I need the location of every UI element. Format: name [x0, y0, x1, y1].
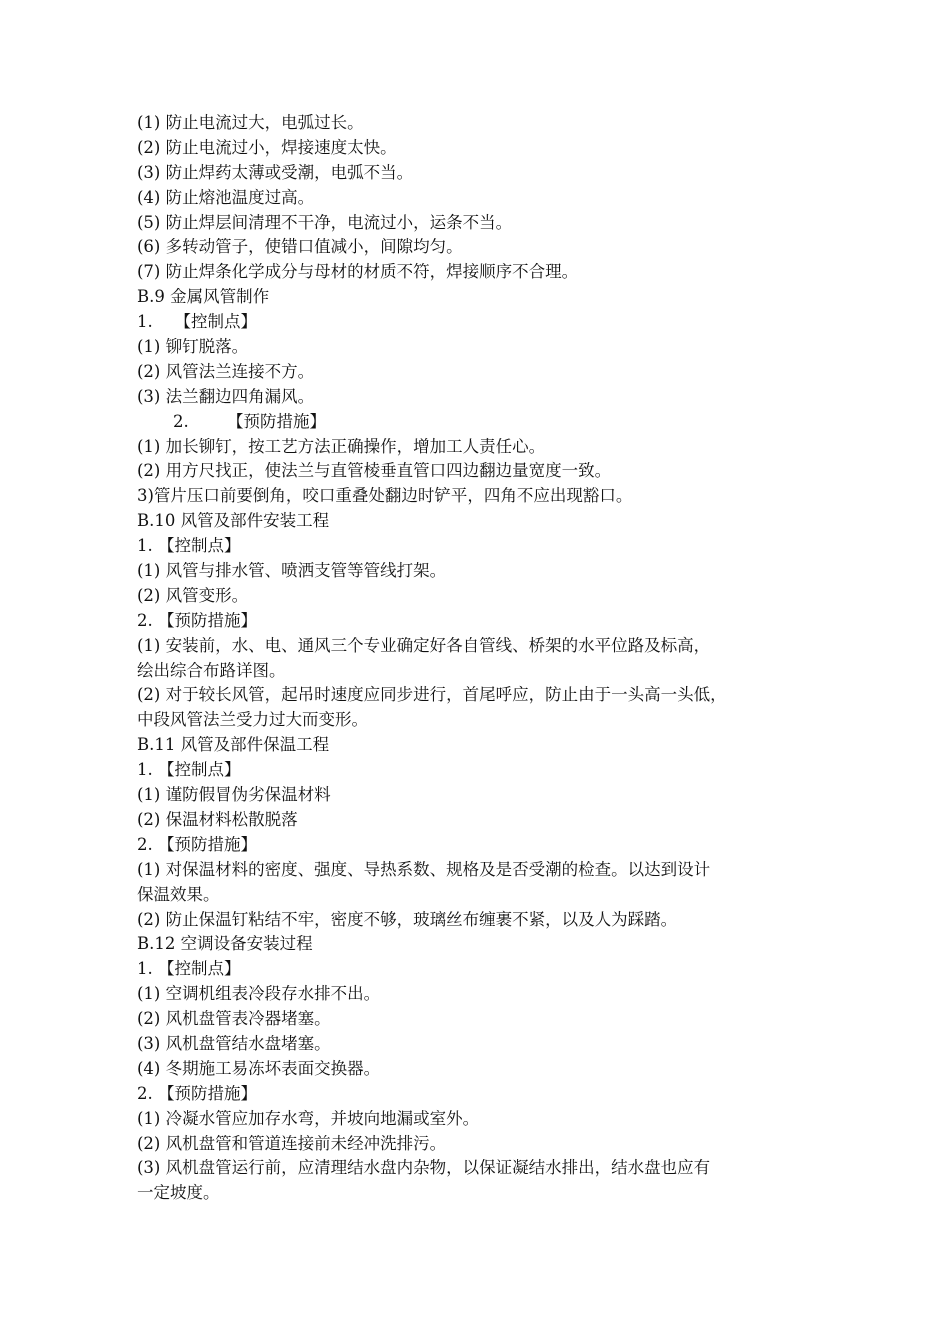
text-line: (1) 空调机组表冷段存水排不出。 [137, 984, 381, 1004]
text-line: 一定坡度。 [137, 1183, 220, 1203]
text-line: (1) 防止电流过大，电弧过长。 [137, 113, 364, 132]
text-line: (2) 保温材料松散脱落 [137, 809, 298, 829]
subsection-heading: 2. 【预防措施】 [173, 411, 326, 431]
text-line: (2) 风管变形。 [137, 585, 249, 605]
section-heading: B.12 空调设备安装过程 [137, 934, 313, 954]
text-line: (3) 风机盘管结水盘堵塞。 [137, 1033, 331, 1053]
text-line: (1) 冷凝水管应加存水弯，并坡向地漏或室外。 [137, 1108, 480, 1128]
document-page [137, 111, 827, 1206]
text-line: (7) 防止焊条化学成分与母材的材质不符，焊接顺序不合理。 [137, 262, 579, 282]
subsection-heading: 2. 【预防措施】 [137, 610, 257, 630]
subsection-heading: 2. 【预防措施】 [137, 834, 257, 854]
subsection-heading: 1. 【控制点】 [137, 959, 241, 979]
subsection-heading: 2. 【预防措施】 [137, 1083, 257, 1103]
text-line: (3) 防止焊药太薄或受潮，电弧不当。 [137, 162, 414, 182]
text-line: 3)管片压口前要倒角，咬口重叠处翻边时铲平，四角不应出现豁口。 [137, 486, 633, 506]
text-line: (1) 风管与排水管、喷洒支管等管线打架。 [137, 561, 447, 581]
text-line: (1) 谨防假冒伪劣保温材料 [137, 785, 331, 805]
subsection-heading: 1. 【控制点】 [137, 312, 257, 332]
text-line: (2) 对于较长风管，起吊时速度应同步进行，首尾呼应，防止由于一头高一头低， [137, 685, 727, 705]
text-line: (1) 安装前，水、电、通风三个专业确定好各自管线、桥架的水平位路及标高， [137, 635, 711, 655]
text-line: (4) 防止熔池温度过高。 [137, 187, 315, 207]
text-line: (2) 风管法兰连接不方。 [137, 361, 315, 381]
section-heading: B.9 金属风管制作 [137, 287, 270, 307]
text-line: (3) 法兰翻边四角漏风。 [137, 386, 315, 406]
text-line: (2) 风机盘管和管道连接前未经冲洗排污。 [137, 1133, 447, 1153]
section-heading: B.11 风管及部件保温工程 [137, 735, 330, 755]
section-heading: B.10 风管及部件安装工程 [137, 511, 330, 531]
text-line: (1) 铆钉脱落。 [137, 337, 249, 357]
text-line: (1) 加长铆钉，按工艺方法正确操作，增加工人责任心。 [137, 436, 546, 456]
text-line: (2) 用方尺找正，使法兰与直管棱垂直管口四边翻边量宽度一致。 [137, 461, 612, 481]
text-line: (6) 多转动管子，使错口值减小，间隙均匀。 [137, 237, 463, 257]
subsection-heading: 1. 【控制点】 [137, 760, 241, 780]
text-line: (2) 防止保温钉粘结不牢，密度不够，玻璃丝布缠裹不紧，以及人为踩踏。 [137, 909, 678, 929]
text-line: 保温效果。 [137, 884, 220, 904]
text-line: (3) 风机盘管运行前，应清理结水盘内杂物，以保证凝结水排出，结水盘也应有 [137, 1158, 711, 1178]
text-line: (2) 风机盘管表冷器堵塞。 [137, 1009, 331, 1029]
text-line: (2) 防止电流过小，焊接速度太快。 [137, 137, 397, 157]
text-line: 中段风管法兰受力过大而变形。 [137, 710, 368, 730]
text-line: (4) 冬期施工易冻坏表面交换器。 [137, 1058, 381, 1078]
text-line: (1) 对保温材料的密度、强度、导热系数、规格及是否受潮的检查。以达到设计 [137, 859, 711, 879]
text-line: (5) 防止焊层间清理不干净，电流过小，运条不当。 [137, 212, 513, 232]
text-line: 绘出综合布路详图。 [137, 660, 286, 680]
subsection-heading: 1. 【控制点】 [137, 536, 241, 556]
